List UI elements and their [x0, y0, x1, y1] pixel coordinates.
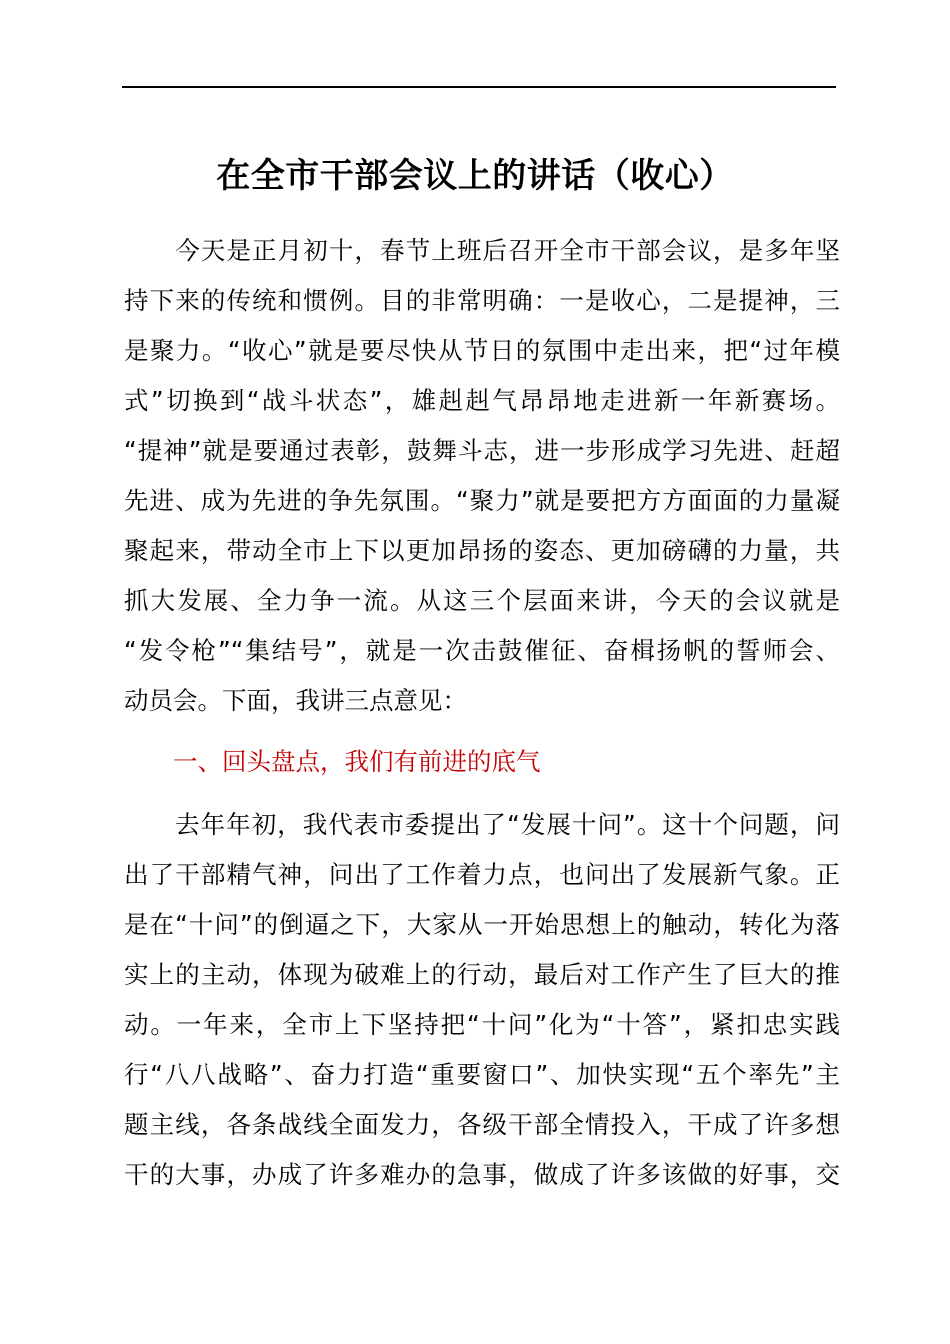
- header-rule: [122, 86, 836, 88]
- text-line: 动员会。下面，我讲三点意见：: [124, 686, 467, 715]
- text-line: 先进、成为先进的争先氛围。“聚力”就是要把方方面面的力量凝: [124, 486, 840, 515]
- text-line: 抓大发展、全力争一流。从这三个层面来讲，今天的会议就是: [124, 586, 840, 615]
- text-line: 聚起来，带动全市上下以更加昂扬的姿态、更加磅礴的力量，共: [124, 536, 840, 565]
- text-line: 持下来的传统和惯例。目的非常明确：一是收心，二是提神，三: [124, 286, 840, 315]
- text-line: 题主线，各条战线全面发力，各级干部全情投入，干成了许多想: [124, 1110, 840, 1139]
- text-line: “发令枪”“集结号”，就是一次击鼓催征、奋楫扬帆的誓师会、: [124, 636, 840, 665]
- paragraph-review: [124, 800, 840, 1200]
- text-line: 干的大事，办成了许多难办的急事，做成了许多该做的好事，交: [124, 1160, 840, 1189]
- text-line: 实上的主动，体现为破难上的行动，最后对工作产生了巨大的推: [124, 960, 840, 989]
- text-line: “提神”就是要通过表彰，鼓舞斗志，进一步形成学习先进、赶超: [124, 436, 840, 465]
- page-title: 在全市干部会议上的讲话（收心）: [216, 156, 734, 196]
- section-heading: 一、回头盘点，我们有前进的底气: [173, 747, 541, 776]
- text-line: 出了干部精气神，问出了工作着力点，也问出了发展新气象。正: [124, 860, 840, 889]
- document-body: [124, 226, 840, 1200]
- text-line: 是在“十问”的倒逼之下，大家从一开始思想上的触动，转化为落: [124, 910, 840, 939]
- paragraph-intro: [124, 226, 840, 726]
- text-line: 式”切换到“战斗状态”，雄赳赳气昂昂地走进新一年新赛场。: [124, 386, 840, 415]
- text-line: 动。一年来，全市上下坚持把“十问”化为“十答”，紧扣忠实践: [124, 1010, 840, 1039]
- text-line: 今天是正月初十，春节上班后召开全市干部会议，是多年坚: [124, 236, 840, 265]
- text-line: 是聚力。“收心”就是要尽快从节日的氛围中走出来，把“过年模: [124, 336, 840, 365]
- text-line: 去年年初，我代表市委提出了“发展十问”。这十个问题，问: [124, 810, 840, 839]
- text-line: 行“八八战略”、奋力打造“重要窗口”、加快实现“五个率先”主: [124, 1060, 840, 1089]
